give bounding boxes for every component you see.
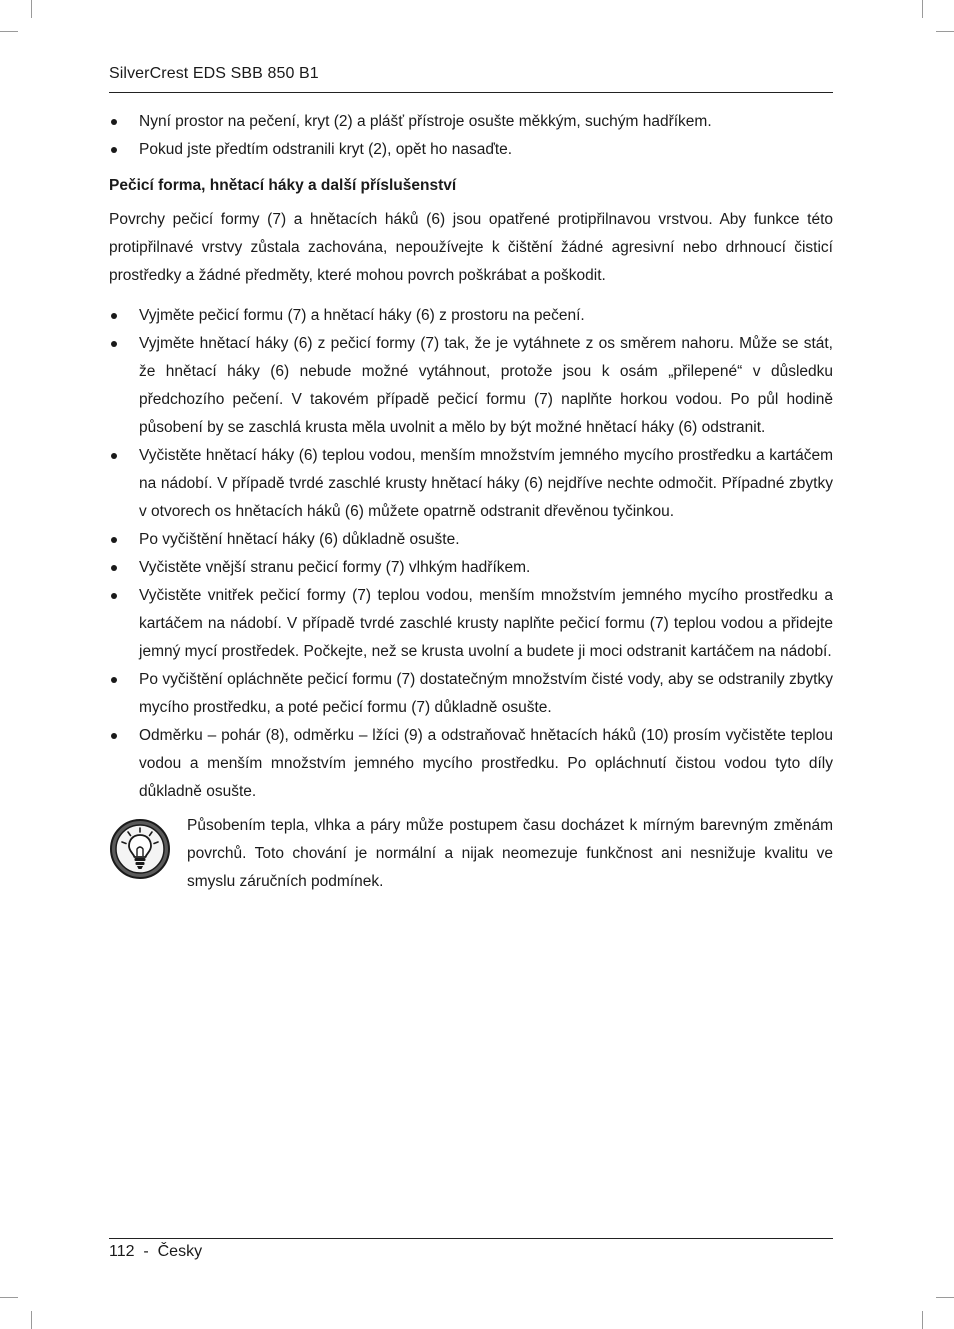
crop-mark — [31, 1311, 32, 1329]
list-item: Vyjměte hnětací háky (6) z pečicí formy (7) tak, že je vytáhnete z os směrem nahoru. Může se stát, že hnětací háky (6) nebude možné vytáhnout, protože jsou k osám „přilepené“ v důsledku předchozího pečení. V takovém případě pečicí formu (7) naplňte horkou vodou. Po půl hodině působení by se zaschlá krusta měla uvolnit a mělo by být možné hnětací háky (6) odstranit. — [109, 330, 833, 442]
bullet-icon — [111, 313, 117, 319]
bullet-icon — [111, 147, 117, 153]
list-item: Vyčistěte vnitřek pečicí formy (7) teplou vodou, menším množstvím jemného mycího prostředku a kartáčem na nádobí. V případě tvrdé zaschlé krusty naplňte pečicí formu (7) teplou vodou a přidejte jemný mycí prostředek. Počkejte, než se krusta uvolní a budete ji moci odstranit kartáčem na nádobí. — [109, 582, 833, 666]
crop-mark — [936, 1297, 954, 1298]
note-box — [109, 812, 833, 896]
bullet-icon — [111, 119, 117, 125]
list-item: Odměrku – pohár (8), odměrku – lžíci (9) a odstraňovač hnětacích háků (10) prosím vyčistěte teplou vodou a menším množstvím jemného mycího prostředku. Po opláchnutí čistou vodou tyto díly důkladně osušte. — [109, 722, 833, 806]
crop-mark — [0, 31, 18, 32]
list-item: Po vyčištění opláchněte pečicí formu (7) dostatečným množstvím čisté vody, aby se odstranily zbytky mycího prostředku, a poté pečicí formu (7) důkladně osušte. — [109, 666, 833, 722]
top-bullet-list — [109, 108, 833, 164]
crop-mark — [936, 31, 954, 32]
crop-mark — [31, 0, 32, 18]
bullet-icon — [111, 453, 117, 459]
header-title: SilverCrest EDS SBB 850 B1 — [109, 65, 319, 82]
note-text: Působením tepla, vlhka a páry může postupem času docházet k mírným barevným změnám povrchů. Toto chování je normální a nijak neomezuje funkčnost ani nesnižuje kvalitu ve smyslu záručních podmínek. — [187, 817, 833, 890]
section-paragraph: Povrchy pečicí formy (7) a hnětacích háků (6) jsou opatřené protipřilnavou vrstvou. Aby funkce této protipřilnavé vrstvy zůstala zachována, nepoužívejte k čištění žádné agresivní nebo drhnoucí čisticí prostředky a žádné předměty, které mohou povrch poškrábat a poškodit. — [109, 211, 833, 284]
list-item: Vyčistěte vnější stranu pečicí formy (7) vlhkým hadříkem. — [109, 554, 833, 582]
bullet-icon — [111, 733, 117, 739]
section-bullet-list — [109, 302, 833, 806]
section-heading: Pečicí forma, hnětací háky a další příslušenství — [109, 177, 457, 194]
page-number: 112 - Česky — [109, 1243, 203, 1260]
crop-mark — [922, 0, 923, 18]
page-footer — [109, 1238, 833, 1269]
lightbulb-icon — [109, 818, 171, 880]
list-item: Vyčistěte hnětací háky (6) teplou vodou, menším množstvím jemného mycího prostředku a kartáčem na nádobí. V případě tvrdé zaschlé krusty hnětací háky (6) nejdříve nechte odmočit. Případné zbytky v otvorech os hnětacích háků (6) můžete opatrně odstranit dřevěnou tyčinkou. — [109, 442, 833, 526]
bullet-icon — [111, 565, 117, 571]
list-item: Po vyčištění hnětací háky (6) důkladně osušte. — [109, 526, 833, 554]
list-item: Pokud jste předtím odstranili kryt (2), opět ho nasaďte. — [109, 136, 833, 164]
crop-mark — [0, 1297, 18, 1298]
crop-mark — [922, 1311, 923, 1329]
page-header — [109, 62, 833, 93]
list-item: Nyní prostor na pečení, kryt (2) a plášť přístroje osušte měkkým, suchým hadříkem. — [109, 108, 833, 136]
list-item: Vyjměte pečicí formu (7) a hnětací háky (6) z prostoru na pečení. — [109, 302, 833, 330]
bullet-icon — [111, 537, 117, 543]
page-content — [109, 108, 833, 896]
bullet-icon — [111, 593, 117, 599]
bullet-icon — [111, 677, 117, 683]
bullet-icon — [111, 341, 117, 347]
